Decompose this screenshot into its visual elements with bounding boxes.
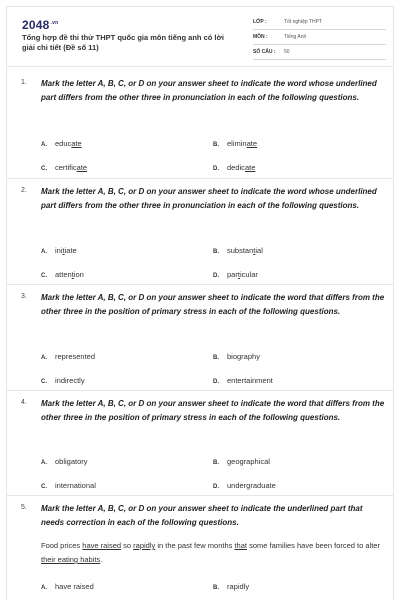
question-number: 5. xyxy=(21,504,27,511)
option-letter: C. xyxy=(41,273,47,279)
question-prompt: Mark the letter A, B, C, or D on your answer sheet to indicate the word whose underlined part differs from the other three in pronunciation in each of the following questions. xyxy=(41,187,377,210)
sentence-underlined-a: have raised xyxy=(82,541,122,550)
sentence-underlined-b: rapidly xyxy=(133,541,156,550)
option-letter: B. xyxy=(213,142,219,148)
question-number: 4. xyxy=(21,399,27,406)
option-a[interactable] xyxy=(41,352,95,361)
option-text: have raised xyxy=(55,582,94,591)
option-d[interactable] xyxy=(213,270,258,279)
option-letter: B. xyxy=(213,585,219,591)
sentence-text: Food prices xyxy=(41,541,83,550)
option-text: undergraduate xyxy=(227,481,276,490)
option-text: atten xyxy=(55,270,72,279)
option-letter: B. xyxy=(213,460,219,466)
meta-value: 50 xyxy=(284,49,290,55)
option-letter: A. xyxy=(41,585,47,591)
option-underlined: ate xyxy=(76,163,88,172)
sentence-text: . xyxy=(100,555,103,564)
document-header xyxy=(7,7,393,67)
option-b[interactable] xyxy=(213,352,260,361)
option-underlined: t xyxy=(62,246,65,255)
sentence-text: in the past few months xyxy=(155,541,235,550)
option-c[interactable] xyxy=(41,376,85,385)
error-sentence xyxy=(41,539,385,567)
option-a[interactable] xyxy=(41,139,82,148)
brand-name: 2048 xyxy=(22,18,50,32)
option-underlined: ate xyxy=(246,139,258,148)
meta-label: SỐ CÂU : xyxy=(253,49,276,55)
option-d[interactable] xyxy=(213,163,255,172)
option-b[interactable] xyxy=(213,139,257,148)
option-d[interactable] xyxy=(213,481,276,490)
meta-label: MÔN : xyxy=(253,34,268,40)
option-text: geographical xyxy=(227,457,270,466)
option-text-end: ion xyxy=(73,270,84,279)
option-letter: A. xyxy=(41,249,47,255)
sentence-underlined-c: that xyxy=(234,541,247,550)
option-letter: D. xyxy=(213,273,219,279)
option-underlined: t xyxy=(71,270,74,279)
option-text-end: ial xyxy=(255,246,263,255)
meta-value: Tốt nghiệp THPT xyxy=(284,19,322,25)
option-letter: B. xyxy=(213,355,219,361)
option-text: substan xyxy=(227,246,254,255)
divider xyxy=(7,495,394,496)
option-letter: D. xyxy=(213,166,219,172)
meta-value: Tiếng Anh xyxy=(284,34,307,40)
option-a[interactable] xyxy=(41,457,88,466)
option-text-end: iate xyxy=(64,246,77,255)
option-text: rapidly xyxy=(227,582,250,591)
question-number: 3. xyxy=(21,293,27,300)
option-d[interactable] xyxy=(213,376,273,385)
meta-label: LỚP : xyxy=(253,19,267,25)
option-b[interactable] xyxy=(213,457,270,466)
sentence-underlined-d: their eating habits xyxy=(41,555,101,564)
option-letter: A. xyxy=(41,460,47,466)
option-text: par xyxy=(227,270,238,279)
option-text: indirectly xyxy=(55,376,85,385)
option-letter: A. xyxy=(41,355,47,361)
option-letter: D. xyxy=(213,484,219,490)
option-letter: C. xyxy=(41,166,47,172)
option-text: obligatory xyxy=(55,457,88,466)
question-prompt: Mark the letter A, B, C, or D on your answer sheet to indicate the word whose underlined part differs from the other three in pronunciation in each of the following questions. xyxy=(41,79,377,102)
divider xyxy=(7,390,394,391)
option-underlined: ate xyxy=(244,163,256,172)
option-text: educ xyxy=(55,139,72,148)
option-letter: D. xyxy=(213,379,219,385)
option-text: entertainment xyxy=(227,376,273,385)
option-text: elimin xyxy=(227,139,247,148)
brand-suffix: .vn xyxy=(50,20,59,26)
option-c[interactable] xyxy=(41,481,96,490)
meta-subject xyxy=(253,32,386,45)
option-letter: C. xyxy=(41,379,47,385)
option-a[interactable] xyxy=(41,582,94,591)
option-text: dedic xyxy=(227,163,245,172)
option-a[interactable] xyxy=(41,246,77,255)
option-text-end: icular xyxy=(239,270,258,279)
option-underlined: ate xyxy=(71,139,82,148)
option-c[interactable] xyxy=(41,270,84,279)
option-text: represented xyxy=(55,352,96,361)
sentence-text: so xyxy=(121,541,134,550)
sentence-text: some families have been forced to alter xyxy=(246,541,380,550)
exam-sheet xyxy=(6,6,394,600)
question-prompt: Mark the letter A, B, C, or D on your answer sheet to indicate the word that differs from the other three in the position of primary stress in each of the following questions. xyxy=(41,293,385,316)
option-letter: B. xyxy=(213,249,219,255)
option-c[interactable] xyxy=(41,163,87,172)
question-number: 2. xyxy=(21,187,27,194)
option-letter: C. xyxy=(41,484,47,490)
divider xyxy=(7,178,394,179)
option-underlined: t xyxy=(237,270,240,279)
option-text: biography xyxy=(227,352,260,361)
question-number: 1. xyxy=(21,79,27,86)
meta-question-count xyxy=(253,47,386,60)
divider xyxy=(7,284,394,285)
option-text: certific xyxy=(55,163,77,172)
meta-grade xyxy=(253,17,386,30)
option-b[interactable] xyxy=(213,246,263,255)
option-text: international xyxy=(55,481,96,490)
option-b[interactable] xyxy=(213,582,249,591)
question-prompt: Mark the letter A, B, C, or D on your answer sheet to indicate the underlined part that needs correction in each of the following questions. xyxy=(41,504,363,527)
option-underlined: t xyxy=(253,246,256,255)
document-title: Tổng hợp đề thi thử THPT quốc gia môn tiếng anh có lời giải chi tiết (Đề số 11) xyxy=(22,33,224,52)
option-letter: A. xyxy=(41,142,47,148)
question-prompt: Mark the letter A, B, C, or D on your answer sheet to indicate the word that differs from the other three in the position of primary stress in each of the following questions. xyxy=(41,399,385,422)
brand-logo[interactable] xyxy=(22,18,58,32)
option-text: ini xyxy=(55,246,63,255)
